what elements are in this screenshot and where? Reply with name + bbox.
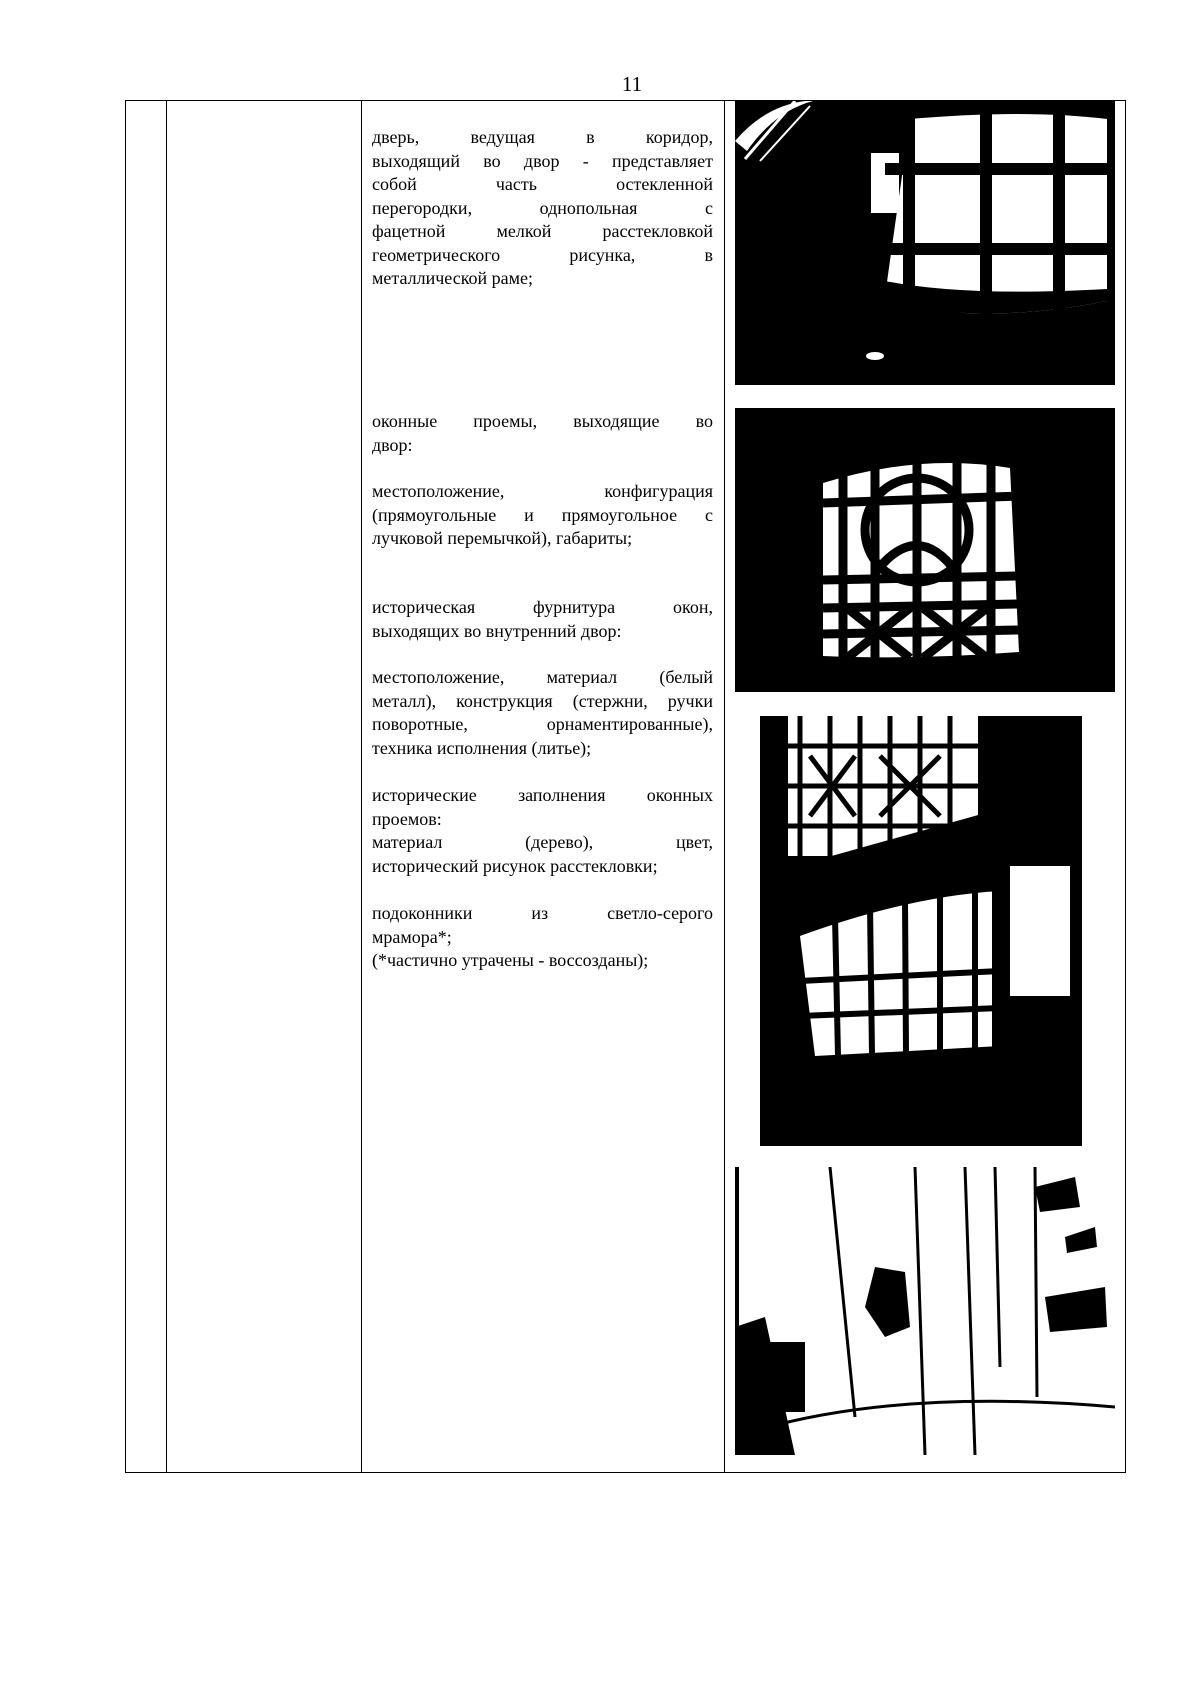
text-line: металл), конструкция (стержни, ручки <box>372 690 713 711</box>
text-line: выходящий во двор - представляет <box>372 150 713 171</box>
text-line: местоположение, материал (белый <box>372 667 713 687</box>
arched-window-photo <box>735 408 1115 692</box>
text-line: (прямоугольные и прямоугольное с <box>372 504 713 525</box>
text-line: материал (дерево), цвет, <box>372 832 713 852</box>
text-line: местоположение, конфигурация <box>372 481 713 501</box>
text-line: металлической раме; <box>372 268 534 288</box>
column-divider-2 <box>361 100 362 1473</box>
window-sill-photo <box>735 1167 1115 1455</box>
column-divider-3 <box>724 100 725 1473</box>
window-fittings-photo <box>760 716 1082 1146</box>
text-line: техника исполнения (литье); <box>372 737 592 758</box>
paragraph-fittings-material <box>372 666 713 760</box>
text-line: выходящих во внутренний двор: <box>372 620 622 641</box>
text-line: двор: <box>372 434 413 455</box>
text-line: поворотные, орнаментированные), <box>372 714 713 734</box>
paragraph-historic-fittings <box>372 596 713 643</box>
text-line: дверь, ведущая в коридор, <box>372 127 713 147</box>
door-glazed-partition-photo <box>735 101 1115 385</box>
text-line: геометрического рисунка, в <box>372 244 713 265</box>
text-line: проемов: <box>372 808 442 829</box>
paragraph-door <box>372 126 713 291</box>
paragraph-window-fillings <box>372 784 713 878</box>
text-line: оконные проемы, выходящие во <box>372 411 713 431</box>
column-divider-1 <box>166 100 167 1473</box>
text-line: исторический рисунок расстекловки; <box>372 855 658 876</box>
page-number: 11 <box>621 72 643 96</box>
text-line: перегородки, однопольная с <box>372 197 713 218</box>
text-line: мрамора*; <box>372 926 452 947</box>
text-line: собой часть остекленной <box>372 174 713 194</box>
text-line: историческая фурнитура окон, <box>372 597 713 617</box>
text-line: исторические заполнения оконных <box>372 785 713 805</box>
text-line: подоконники из светло-серого <box>372 903 713 923</box>
text-line: (*частично утрачены - воссозданы); <box>372 950 649 970</box>
text-line: фацетной мелкой расстекловкой <box>372 221 713 241</box>
paragraph-window-sills <box>372 902 713 973</box>
paragraph-window-openings <box>372 410 713 457</box>
text-line: лучковой перемычкой), габариты; <box>372 528 633 548</box>
paragraph-location-configuration <box>372 480 713 551</box>
